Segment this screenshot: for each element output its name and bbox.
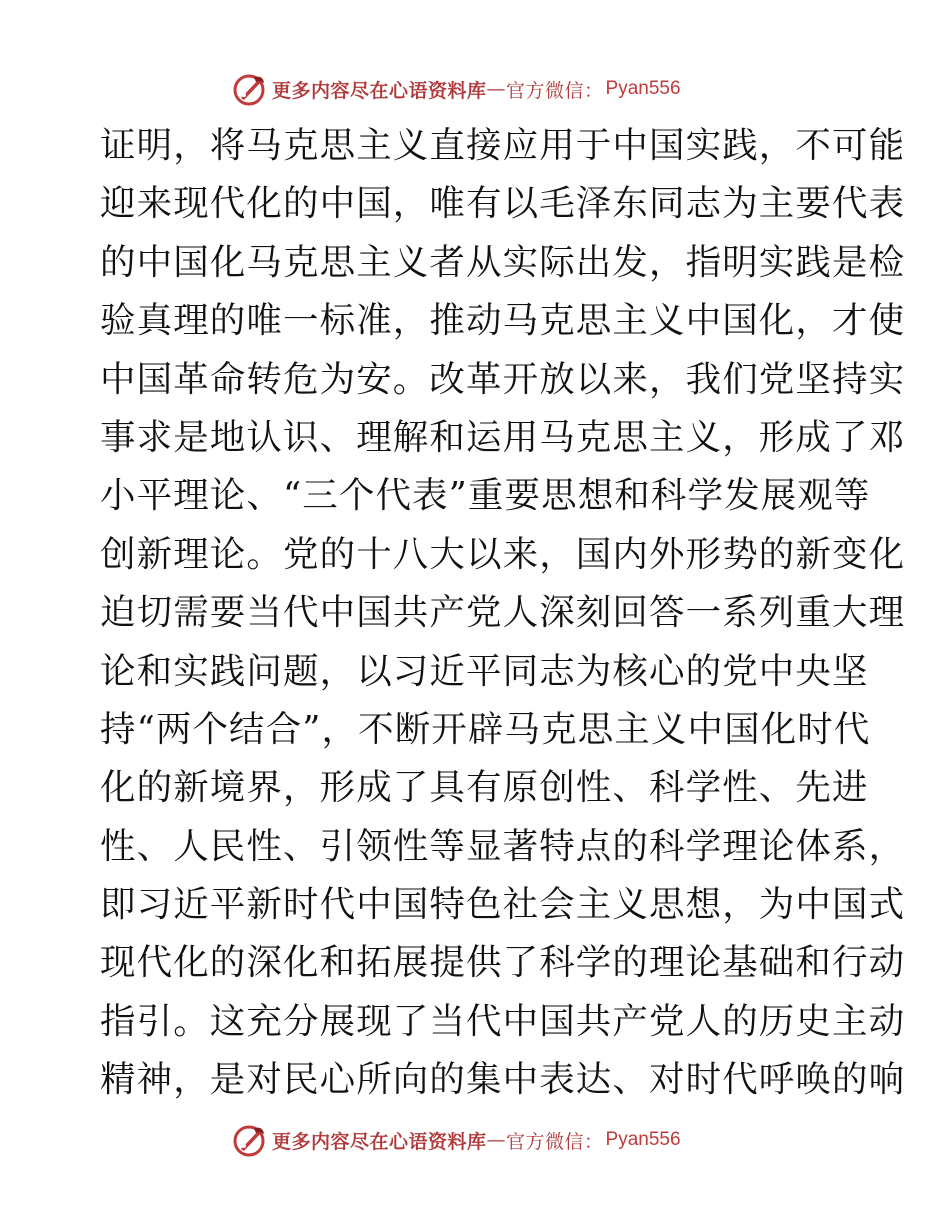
- text-line: 迎来现代化的中国，唯有以毛泽东同志为主要代表: [100, 183, 906, 225]
- text-line: 中国革命转危为安。改革开放以来，我们党坚持实: [100, 358, 906, 400]
- quill-pen-logo-icon: [232, 1122, 268, 1158]
- header-promo-text: 更多内容尽在心语资料库: [272, 79, 487, 102]
- document-body: [100, 117, 906, 1110]
- text-line: 现代化的深化和拓展提供了科学的理论基础和行动: [100, 942, 906, 984]
- text-line: 验真理的唯一标准，推动马克思主义中国化，才使: [100, 300, 906, 342]
- header-banner: [232, 70, 681, 108]
- footer-separator: —: [486, 1129, 507, 1151]
- text-line: 迫切需要当代中国共产党人深刻回答一系列重大理: [100, 592, 906, 634]
- text-line: 指引。这充分展现了当代中国共产党人的历史主动: [100, 1000, 906, 1042]
- footer-promo-text: 更多内容尽在心语资料库: [272, 1130, 487, 1153]
- header-wechat-id: Pyan556: [605, 78, 681, 99]
- text-line: 的中国化马克思主义者从实际出发，指明实践是检: [100, 241, 906, 283]
- footer-banner: [232, 1121, 681, 1159]
- footer-wechat-id: Pyan556: [605, 1129, 681, 1150]
- header-official-label: 官方微信：: [506, 79, 604, 102]
- text-line: 性、人民性、引领性等显著特点的科学理论体系，: [100, 825, 906, 867]
- quill-pen-logo-icon: [232, 71, 268, 107]
- header-separator: —: [486, 78, 507, 100]
- text-line: 即习近平新时代中国特色社会主义思想，为中国式: [100, 884, 906, 926]
- text-line: 持“两个结合”，不断开辟马克思主义中国化时代: [100, 708, 871, 750]
- text-line: 事求是地认识、理解和运用马克思主义，形成了邓: [100, 416, 906, 458]
- text-line: 论和实践问题，以习近平同志为核心的党中央坚: [100, 650, 869, 692]
- text-line: 精神，是对民心所向的集中表达、对时代呼唤的响: [100, 1059, 906, 1101]
- text-line: 小平理论、“三个代表”重要思想和科学发展观等: [100, 475, 871, 517]
- text-line: 创新理论。党的十八大以来，国内外形势的新变化: [100, 533, 906, 575]
- footer-official-label: 官方微信：: [506, 1130, 604, 1153]
- text-line: 化的新境界，形成了具有原创性、科学性、先进: [100, 767, 869, 809]
- text-line: 证明，将马克思主义直接应用于中国实践，不可能: [100, 125, 906, 166]
